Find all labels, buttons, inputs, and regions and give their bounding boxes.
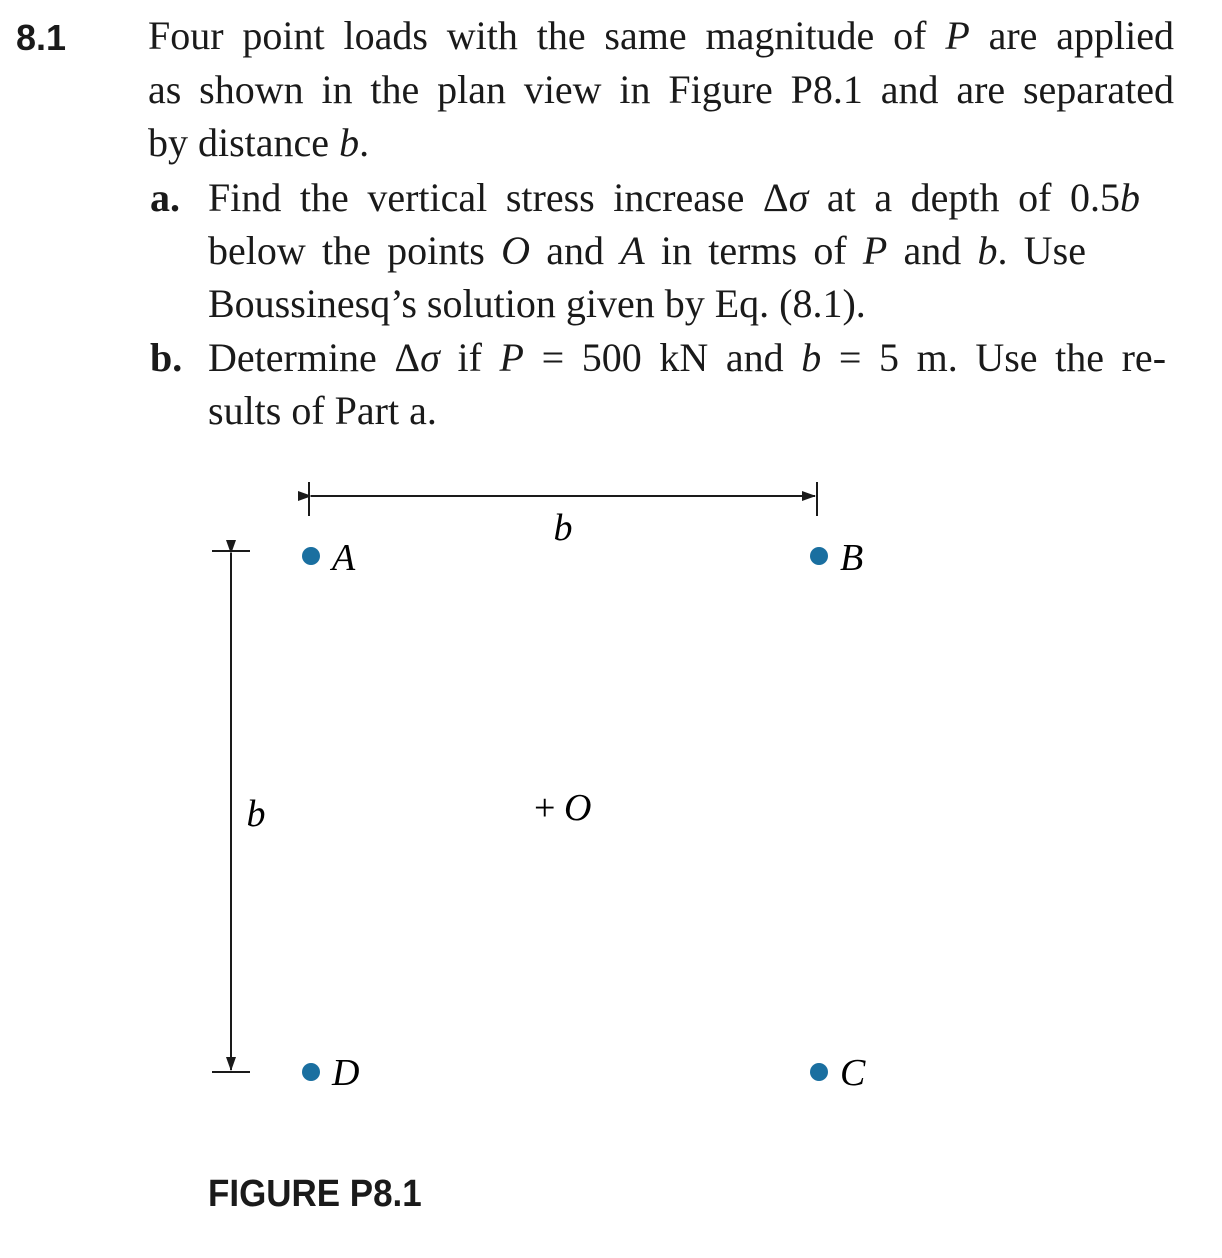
part-text: = 5 m. Use the re- bbox=[821, 335, 1167, 380]
part-a-label: a. bbox=[150, 175, 180, 220]
statement-text: Four point loads with the same magnitude of bbox=[148, 13, 946, 58]
statement-text: . bbox=[359, 120, 370, 165]
load-point-b bbox=[810, 537, 863, 579]
center-plus-marker: + bbox=[534, 787, 556, 829]
part-text: Find the vertical stress increase Δ bbox=[208, 175, 789, 220]
dimension-label-horizontal: b bbox=[553, 507, 573, 549]
load-point-a-dot bbox=[302, 547, 320, 565]
variable-b: b bbox=[977, 228, 998, 273]
statement-text: by distance bbox=[148, 120, 340, 165]
statement-text: are applied bbox=[969, 13, 1174, 58]
load-point-b-label: B bbox=[840, 537, 864, 579]
variable-a: A bbox=[620, 228, 645, 273]
dimension-label-vertical: b bbox=[246, 793, 266, 835]
part-text: in terms of bbox=[644, 228, 863, 273]
part-a-line-3: Boussinesq’s solution given by Eq. (8.1). bbox=[208, 281, 866, 326]
load-point-a-label: A bbox=[332, 537, 356, 579]
part-text: and bbox=[887, 228, 978, 273]
variable-b: b bbox=[801, 335, 822, 380]
variable-p: P bbox=[945, 13, 970, 58]
part-text: = 500 kN and bbox=[523, 335, 802, 380]
load-point-b-dot bbox=[810, 547, 828, 565]
part-text: if bbox=[439, 335, 500, 380]
variable-p: P bbox=[499, 335, 524, 380]
center-point-o bbox=[534, 787, 591, 829]
part-text: and bbox=[530, 228, 621, 273]
figure-caption: FIGURE P8.1 bbox=[208, 1173, 422, 1215]
load-point-a bbox=[302, 537, 356, 579]
sigma-symbol: σ bbox=[420, 335, 440, 380]
statement-line-2: as shown in the plan view in Figure P8.1 and are separated bbox=[148, 67, 1174, 112]
load-point-d-label: D bbox=[332, 1052, 360, 1094]
part-text: Determine Δ bbox=[208, 335, 421, 380]
load-point-d-dot bbox=[302, 1063, 320, 1081]
sigma-symbol: σ bbox=[788, 175, 809, 220]
part-text: . Use bbox=[997, 228, 1086, 273]
part-b-line-2: sults of Part a. bbox=[208, 388, 437, 433]
load-point-c-label: C bbox=[840, 1052, 866, 1094]
load-point-d bbox=[302, 1052, 359, 1094]
part-text: below the points bbox=[208, 228, 502, 273]
horizontal-dimension bbox=[309, 482, 817, 549]
problem-number: 8.1 bbox=[16, 17, 67, 58]
load-point-c bbox=[810, 1052, 866, 1094]
variable-b: b bbox=[1120, 175, 1140, 220]
variable-p: P bbox=[862, 228, 888, 273]
vertical-dimension bbox=[212, 551, 266, 1072]
variable-b: b bbox=[339, 120, 360, 165]
center-label-o: O bbox=[564, 787, 592, 829]
variable-o: O bbox=[501, 228, 530, 273]
part-text: at a depth of 0.5 bbox=[808, 175, 1120, 220]
part-b-label: b. bbox=[150, 335, 183, 380]
load-point-c-dot bbox=[810, 1063, 828, 1081]
